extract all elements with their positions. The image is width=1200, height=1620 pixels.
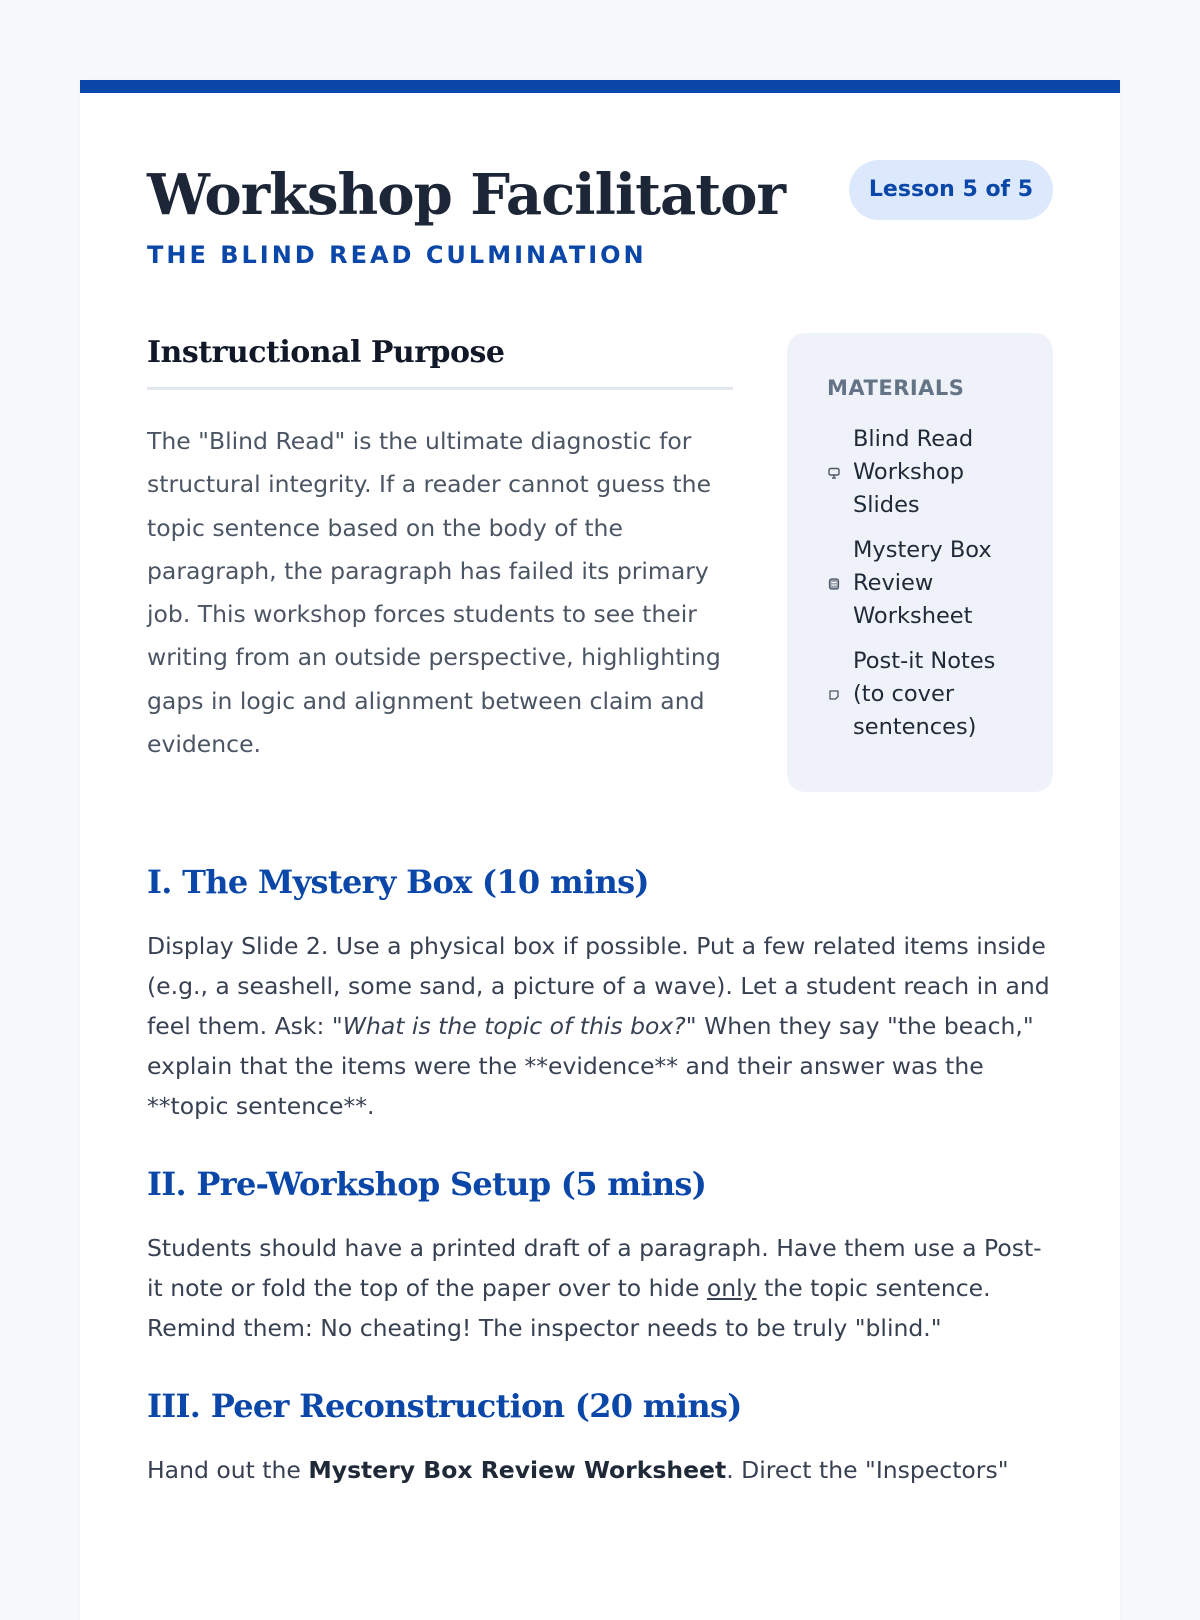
phase-heading: III. Peer Reconstruction (20 mins) <box>147 1387 742 1425</box>
phase-peer-reconstruction <box>147 1384 1053 1490</box>
sticky-note-icon <box>827 688 841 702</box>
purpose-heading: Instructional Purpose <box>147 335 505 370</box>
material-label: Blind Read Workshop Slides <box>853 426 974 518</box>
phase-text-part: When they say "the beach," explain that the items were the **evidence** and their answer was the **topic sentence**. <box>147 1012 1034 1120</box>
list-item <box>827 423 1031 522</box>
list-item <box>827 645 1031 744</box>
phase-text-part: Students should have a printed draft of a paragraph. Have them use a Post-it note or fold the top of the paper over to hide <box>147 1234 1042 1302</box>
material-label: Post-it Notes (to cover sentences) <box>853 648 996 740</box>
lesson-badge: Lesson 5 of 5 <box>849 160 1053 220</box>
phase-heading: I. The Mystery Box (10 mins) <box>147 863 649 901</box>
phase-heading: II. Pre-Workshop Setup (5 mins) <box>147 1165 707 1203</box>
purpose-text: The "Blind Read" is the ultimate diagnostic for structural integrity. If a reader cannot guess the topic sentence based on the body of the paragraph, the paragraph has failed its primary job. This workshop forces students to see their writing from an outside perspective, highlighting gaps in logic and alignment between claim and evidence. <box>147 427 721 759</box>
page-subtitle: THE BLIND READ CULMINATION <box>147 241 647 269</box>
worksheet-icon <box>827 577 841 591</box>
phase-text-part: . Direct the "Inspectors" <box>726 1456 1009 1484</box>
phase-bold: Mystery Box Review Worksheet <box>308 1456 727 1484</box>
phase-text <box>147 926 1053 1126</box>
page-title: Workshop Facilitator <box>147 162 785 228</box>
phase-text <box>147 1450 1053 1490</box>
materials-list <box>827 423 1031 744</box>
phases-section <box>147 860 1053 1526</box>
phase-text-part: Display Slide 2. Use a physical box if possible. Put a few related items inside (e.g., a seashell, some sand, a picture of a wave). Let a student reach in and feel them. Ask: <box>147 932 1050 1040</box>
phase-mystery-box <box>147 860 1053 1126</box>
instructional-purpose-section <box>147 333 733 766</box>
facilitator-card <box>80 80 1120 1620</box>
materials-panel <box>787 333 1053 792</box>
phase-quote: "What is the topic of this box?" <box>331 1012 697 1040</box>
presentation-icon <box>827 466 841 480</box>
materials-title: MATERIALS <box>827 376 965 400</box>
phase-text-part: Hand out the <box>147 1456 309 1484</box>
purpose-divider <box>147 387 733 390</box>
phase-text <box>147 1228 1053 1348</box>
phase-emphasis: only <box>706 1274 757 1302</box>
phase-pre-workshop-setup <box>147 1162 1053 1348</box>
material-label: Mystery Box Review Worksheet <box>853 537 992 629</box>
list-item <box>827 534 1031 633</box>
phase-text-part: the topic sentence. Remind them: No cheating! The inspector needs to be truly "blind." <box>147 1274 991 1342</box>
